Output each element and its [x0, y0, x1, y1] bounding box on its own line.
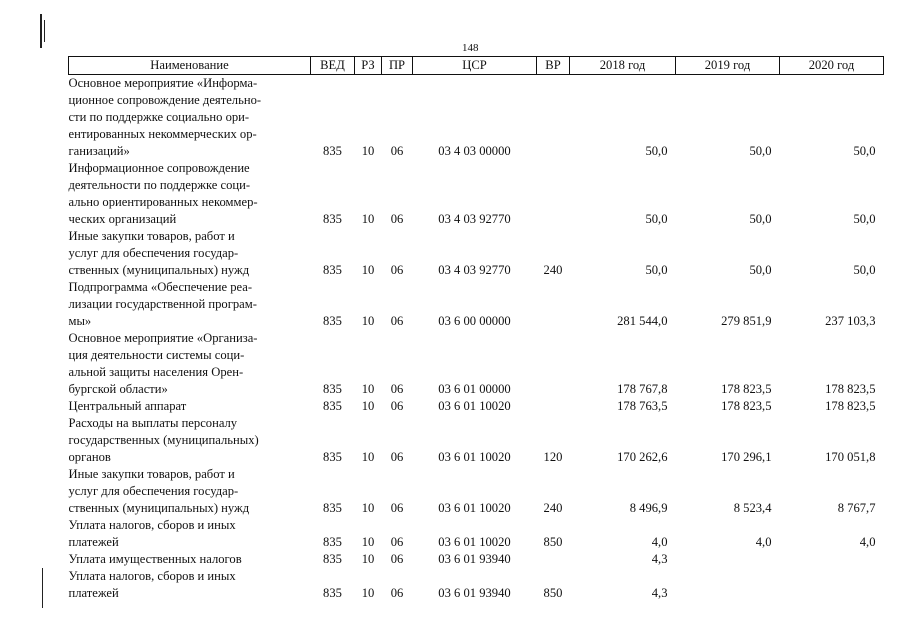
- cell-rz: 10: [361, 212, 375, 226]
- cell-vr: [537, 398, 570, 415]
- cell-ved: 835: [323, 212, 342, 226]
- row-name-line: бургской области»: [68, 382, 168, 396]
- row-name: [69, 466, 311, 517]
- cell-y2020: [780, 551, 884, 568]
- table-body: [69, 75, 884, 603]
- cell-y2018: 4,0: [651, 535, 668, 549]
- cell-ved: 835: [323, 501, 342, 515]
- cell-vr: [537, 160, 570, 228]
- row-name-line: Основное мероприятие «Организа-: [68, 331, 258, 345]
- cell-y2019: 50,0: [749, 144, 772, 158]
- table-row: [69, 330, 884, 398]
- header-pr: ПР: [382, 57, 413, 75]
- row-name-line: ческих организаций: [68, 212, 177, 226]
- row-name: [69, 517, 311, 551]
- cell-vr: [537, 279, 570, 330]
- row-name: [69, 568, 311, 602]
- cell-rz: 10: [361, 399, 375, 413]
- row-name: [69, 398, 311, 415]
- table-row: [69, 517, 884, 551]
- row-name-line: платежей: [68, 535, 119, 549]
- header-2019: 2019 год: [676, 57, 780, 75]
- cell-y2019: [676, 568, 780, 602]
- cell-y2019: 178 823,5: [721, 382, 772, 396]
- row-name-line: органов: [68, 450, 111, 464]
- cell-pr: 06: [390, 144, 404, 158]
- row-name-line: ганизаций»: [68, 144, 130, 158]
- cell-ved: 835: [323, 144, 342, 158]
- table-row: [69, 568, 884, 602]
- row-name-line: лизации государственной програм-: [68, 297, 257, 311]
- cell-rz: 10: [361, 450, 375, 464]
- cell-vr: 240: [543, 501, 563, 515]
- table-header-row: [69, 57, 884, 75]
- budget-table: [68, 56, 884, 602]
- cell-y2020: 50,0: [853, 144, 876, 158]
- cell-pr: 06: [390, 212, 404, 226]
- scan-mark-top: [40, 14, 42, 48]
- cell-pr: 06: [390, 314, 404, 328]
- cell-csr: 03 6 01 93940: [438, 586, 511, 600]
- cell-y2020: [780, 568, 884, 602]
- cell-ved: 835: [323, 399, 342, 413]
- cell-y2019: 178 823,5: [721, 399, 772, 413]
- row-name-line: ственных (муниципальных) нужд: [68, 501, 250, 515]
- cell-rz: 10: [361, 586, 375, 600]
- cell-y2018: 170 262,6: [617, 450, 668, 464]
- cell-ved: 835: [323, 382, 342, 396]
- table-row: [69, 75, 884, 161]
- cell-vr: 120: [543, 450, 563, 464]
- cell-y2018: 4,3: [651, 586, 668, 600]
- cell-pr: 06: [390, 399, 404, 413]
- scan-mark-top-2: [44, 20, 45, 42]
- cell-y2020: 4,0: [859, 535, 876, 549]
- cell-y2020: 178 823,5: [825, 382, 876, 396]
- cell-vr: 240: [543, 263, 563, 277]
- cell-csr: 03 6 01 00000: [438, 382, 511, 396]
- row-name-line: ственных (муниципальных) нужд: [68, 263, 250, 277]
- cell-y2018: 178 763,5: [617, 399, 668, 413]
- row-name-line: мы»: [68, 314, 92, 328]
- cell-y2018: 50,0: [645, 263, 668, 277]
- table-row: [69, 279, 884, 330]
- table-row: [69, 415, 884, 466]
- cell-csr: 03 4 03 00000: [438, 144, 511, 158]
- row-name-line: ция деятельности системы соци-: [68, 348, 245, 362]
- cell-y2018: 8 496,9: [629, 501, 668, 515]
- row-name-line: Уплата имущественных налогов: [68, 552, 242, 566]
- row-name-line: Центральный аппарат: [68, 399, 187, 413]
- cell-vr: [537, 330, 570, 398]
- header-vr: ВР: [537, 57, 570, 75]
- row-name: [69, 228, 311, 279]
- row-name-line: Основное мероприятие «Информа-: [68, 76, 258, 90]
- cell-y2018: 178 767,8: [617, 382, 668, 396]
- row-name-line: Информационное сопровождение: [68, 161, 250, 175]
- cell-pr: 06: [390, 382, 404, 396]
- cell-rz: 10: [361, 552, 375, 566]
- cell-ved: 835: [323, 314, 342, 328]
- cell-ved: 835: [323, 552, 342, 566]
- row-name-line: ально ориентированных некоммер-: [68, 195, 258, 209]
- header-2020: 2020 год: [780, 57, 884, 75]
- cell-y2019: [676, 551, 780, 568]
- row-name-line: деятельности по поддержке соци-: [68, 178, 251, 192]
- row-name-line: Иные закупки товаров, работ и: [68, 467, 235, 481]
- row-name-line: ентированных некоммерческих ор-: [68, 127, 257, 141]
- row-name-line: Расходы на выплаты персоналу: [68, 416, 238, 430]
- table-row: [69, 228, 884, 279]
- header-ved: ВЕД: [311, 57, 355, 75]
- cell-pr: 06: [390, 450, 404, 464]
- cell-ved: 835: [323, 263, 342, 277]
- row-name: [69, 75, 311, 161]
- cell-csr: 03 6 01 10020: [438, 399, 511, 413]
- row-name-line: государственных (муниципальных): [68, 433, 259, 447]
- cell-y2018: 50,0: [645, 144, 668, 158]
- cell-pr: 06: [390, 501, 404, 515]
- header-name: Наименование: [69, 57, 311, 75]
- cell-rz: 10: [361, 382, 375, 396]
- row-name: [69, 330, 311, 398]
- table-row: [69, 466, 884, 517]
- cell-ved: 835: [323, 450, 342, 464]
- cell-y2020: 237 103,3: [825, 314, 876, 328]
- row-name: [69, 160, 311, 228]
- cell-y2020: 178 823,5: [825, 399, 876, 413]
- cell-y2019: 4,0: [755, 535, 772, 549]
- row-name-line: Иные закупки товаров, работ и: [68, 229, 235, 243]
- row-name-line: услуг для обеспечения государ-: [68, 484, 239, 498]
- cell-csr: 03 6 01 10020: [438, 450, 511, 464]
- header-csr: ЦСР: [413, 57, 537, 75]
- cell-rz: 10: [361, 314, 375, 328]
- cell-vr: [537, 75, 570, 161]
- row-name-line: альной защиты населения Орен-: [68, 365, 244, 379]
- row-name-line: платежей: [68, 586, 119, 600]
- cell-rz: 10: [361, 263, 375, 277]
- row-name: [69, 415, 311, 466]
- row-name: [69, 551, 311, 568]
- row-name: [69, 279, 311, 330]
- cell-y2019: 8 523,4: [733, 501, 772, 515]
- scan-mark-bottom: [42, 568, 43, 608]
- cell-y2018: 4,3: [651, 552, 668, 566]
- cell-vr: 850: [543, 535, 563, 549]
- row-name-line: сти по поддержке социально ори-: [68, 110, 250, 124]
- header-rz: РЗ: [355, 57, 382, 75]
- row-name-line: Уплата налогов, сборов и иных: [68, 518, 236, 532]
- cell-csr: 03 4 03 92770: [438, 263, 511, 277]
- row-name-line: Уплата налогов, сборов и иных: [68, 569, 236, 583]
- table-row: [69, 551, 884, 568]
- cell-rz: 10: [361, 144, 375, 158]
- cell-pr: 06: [390, 535, 404, 549]
- cell-csr: 03 6 01 10020: [438, 501, 511, 515]
- cell-y2018: 281 544,0: [617, 314, 668, 328]
- cell-y2019: 279 851,9: [721, 314, 772, 328]
- table-row: [69, 160, 884, 228]
- cell-vr: [537, 551, 570, 568]
- cell-ved: 835: [323, 586, 342, 600]
- cell-y2018: 50,0: [645, 212, 668, 226]
- cell-y2019: 170 296,1: [721, 450, 772, 464]
- page-number: 148: [462, 42, 479, 54]
- cell-y2020: 50,0: [853, 212, 876, 226]
- cell-pr: 06: [390, 552, 404, 566]
- row-name-line: ционное сопровождение деятельно-: [68, 93, 262, 107]
- cell-csr: 03 6 01 10020: [438, 535, 511, 549]
- row-name-line: услуг для обеспечения государ-: [68, 246, 239, 260]
- cell-csr: 03 6 01 93940: [438, 552, 511, 566]
- cell-pr: 06: [390, 263, 404, 277]
- header-2018: 2018 год: [570, 57, 676, 75]
- cell-csr: 03 6 00 00000: [438, 314, 511, 328]
- cell-csr: 03 4 03 92770: [438, 212, 511, 226]
- cell-rz: 10: [361, 501, 375, 515]
- cell-pr: 06: [390, 586, 404, 600]
- cell-y2020: 8 767,7: [837, 501, 876, 515]
- cell-rz: 10: [361, 535, 375, 549]
- cell-y2019: 50,0: [749, 212, 772, 226]
- cell-y2019: 50,0: [749, 263, 772, 277]
- cell-y2020: 170 051,8: [825, 450, 876, 464]
- cell-vr: 850: [543, 586, 563, 600]
- cell-ved: 835: [323, 535, 342, 549]
- row-name-line: Подпрограмма «Обеспечение реа-: [68, 280, 253, 294]
- table-row: [69, 398, 884, 415]
- cell-y2020: 50,0: [853, 263, 876, 277]
